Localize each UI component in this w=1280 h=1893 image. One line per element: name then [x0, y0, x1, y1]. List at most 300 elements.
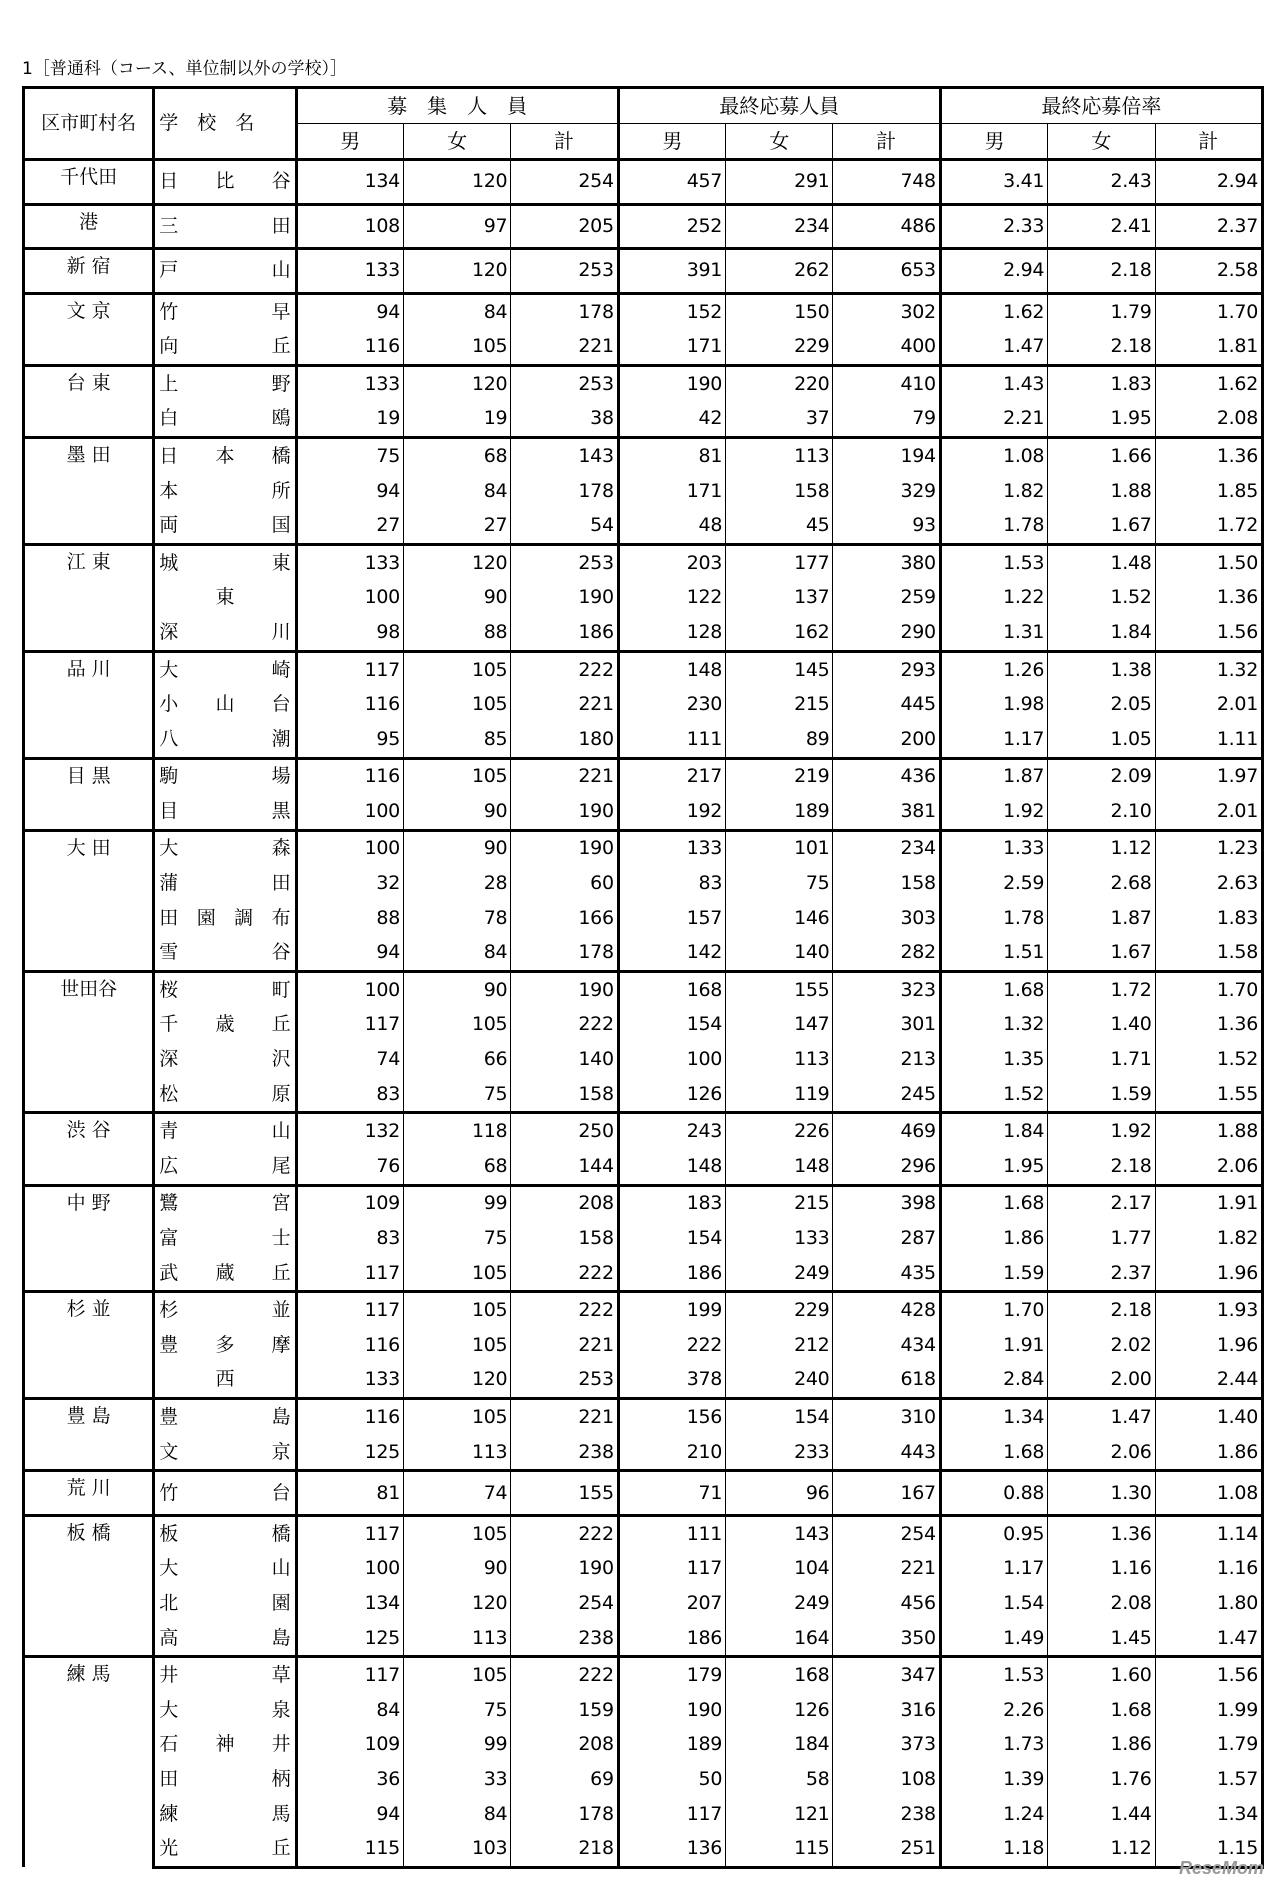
applicants-male-cell: 128 [618, 615, 725, 651]
school-name: 広 尾 [159, 1154, 291, 1177]
recruit-male-cell: 117 [296, 651, 403, 687]
applicants-total-cell: 445 [833, 687, 940, 722]
ratio-female-cell: 1.83 [1048, 365, 1155, 401]
recruit-total-cell: 190 [511, 972, 618, 1008]
ratio-female-cell: 1.38 [1048, 651, 1155, 687]
recruit-total-cell: 143 [511, 438, 618, 474]
table-row [24, 438, 1263, 474]
ratio-total-cell: 1.96 [1155, 1256, 1262, 1292]
school-name: 千 歳 丘 [159, 1013, 291, 1036]
applicants-male-cell: 378 [618, 1363, 725, 1399]
ratio-female-cell: 2.09 [1048, 758, 1155, 794]
applicants-male-cell: 122 [618, 581, 725, 616]
table-row [24, 249, 1263, 294]
school-name: 日 本 橋 [159, 444, 291, 467]
ward-name-cell: 杉 並 [24, 1292, 154, 1399]
school-name: 八 潮 [159, 727, 291, 750]
applicants-female-cell: 104 [726, 1552, 833, 1587]
school-name: 豊 島 [159, 1405, 291, 1428]
ratio-male-cell: 2.94 [940, 249, 1047, 294]
ratio-total-cell: 1.11 [1155, 722, 1262, 758]
recruit-total-cell: 190 [511, 581, 618, 616]
recruit-total-cell: 254 [511, 160, 618, 205]
header-group-applicants: 最終応募人員 [618, 88, 940, 124]
recruit-male-cell: 36 [296, 1762, 403, 1797]
school-name: 北 園 [159, 1591, 291, 1614]
recruit-female-cell: 120 [403, 365, 510, 401]
recruit-total-cell: 158 [511, 1077, 618, 1113]
applicants-female-cell: 58 [726, 1762, 833, 1797]
school-name: 青 山 [159, 1120, 291, 1143]
recruit-total-cell: 238 [511, 1435, 618, 1471]
ratio-total-cell: 2.08 [1155, 402, 1262, 438]
applicants-male-cell: 148 [618, 651, 725, 687]
applicants-total-cell: 316 [833, 1693, 940, 1728]
table-row [24, 651, 1263, 687]
header-ratio-total: 計 [1155, 124, 1262, 160]
ward-name-cell: 板 橋 [24, 1515, 154, 1656]
school-name-cell [154, 508, 296, 544]
school-name-cell [154, 1728, 296, 1763]
ward-name-cell: 港 [24, 204, 154, 249]
applicants-male-cell: 133 [618, 830, 725, 866]
applicants-total-cell: 287 [833, 1221, 940, 1256]
recruit-female-cell: 90 [403, 1552, 510, 1587]
ratio-female-cell: 2.06 [1048, 1435, 1155, 1471]
table-row [24, 474, 1263, 509]
school-name-cell [154, 474, 296, 509]
school-name-cell [154, 1621, 296, 1657]
recruit-total-cell: 60 [511, 866, 618, 901]
ratio-female-cell: 1.86 [1048, 1728, 1155, 1763]
header-school: 学 校 名 [154, 88, 296, 160]
table-caption: 1［普通科（コース、単位制以外の学校）］ [22, 59, 347, 79]
school-name-cell [154, 830, 296, 866]
recruit-female-cell: 75 [403, 1221, 510, 1256]
ratio-total-cell: 1.36 [1155, 1008, 1262, 1043]
applicants-male-cell: 168 [618, 972, 725, 1008]
recruit-male-cell: 76 [296, 1149, 403, 1185]
applicants-female-cell: 147 [726, 1008, 833, 1043]
ward-name-cell: 文 京 [24, 293, 154, 365]
applicants-female-cell: 262 [726, 249, 833, 294]
applicants-female-cell: 249 [726, 1586, 833, 1621]
ratio-male-cell: 1.78 [940, 901, 1047, 936]
school-name: 文 京 [159, 1440, 291, 1463]
applicants-male-cell: 152 [618, 293, 725, 329]
applicants-total-cell: 290 [833, 615, 940, 651]
applicants-male-cell: 156 [618, 1399, 725, 1435]
ratio-male-cell: 1.32 [940, 1008, 1047, 1043]
applicants-female-cell: 233 [726, 1435, 833, 1471]
ratio-male-cell: 1.34 [940, 1399, 1047, 1435]
school-name: 石 神 井 [159, 1733, 291, 1756]
ratio-total-cell: 1.52 [1155, 1042, 1262, 1077]
school-name: 深 川 [159, 620, 291, 643]
ratio-female-cell: 1.79 [1048, 293, 1155, 329]
ratio-female-cell: 1.66 [1048, 438, 1155, 474]
recruit-female-cell: 105 [403, 1515, 510, 1551]
school-name-cell [154, 615, 296, 651]
ratio-male-cell: 1.24 [940, 1797, 1047, 1832]
recruit-female-cell: 84 [403, 1797, 510, 1832]
applicants-total-cell: 436 [833, 758, 940, 794]
ratio-total-cell: 2.06 [1155, 1149, 1262, 1185]
ratio-male-cell: 1.84 [940, 1113, 1047, 1149]
ratio-total-cell: 1.91 [1155, 1185, 1262, 1221]
applicants-total-cell: 469 [833, 1113, 940, 1149]
school-name-cell [154, 1363, 296, 1399]
ratio-male-cell: 1.68 [940, 1185, 1047, 1221]
applicants-female-cell: 140 [726, 935, 833, 971]
recruit-total-cell: 190 [511, 830, 618, 866]
applicants-female-cell: 240 [726, 1363, 833, 1399]
ratio-female-cell: 1.71 [1048, 1042, 1155, 1077]
applicants-male-cell: 230 [618, 687, 725, 722]
school-name: 戸 山 [159, 259, 291, 282]
applicants-male-cell: 171 [618, 474, 725, 509]
school-name: 大 山 [159, 1557, 291, 1580]
recruit-female-cell: 113 [403, 1435, 510, 1471]
school-name-cell [154, 972, 296, 1008]
ratio-total-cell: 1.57 [1155, 1762, 1262, 1797]
applicants-total-cell: 456 [833, 1586, 940, 1621]
applicants-total-cell: 653 [833, 249, 940, 294]
ratio-total-cell: 2.01 [1155, 687, 1262, 722]
ratio-male-cell: 1.17 [940, 1552, 1047, 1587]
applicants-total-cell: 238 [833, 1797, 940, 1832]
table-row [24, 1292, 1263, 1328]
applicants-male-cell: 190 [618, 365, 725, 401]
recruit-total-cell: 253 [511, 544, 618, 580]
applicants-female-cell: 189 [726, 794, 833, 830]
recruit-male-cell: 116 [296, 1328, 403, 1363]
recruit-female-cell: 113 [403, 1621, 510, 1657]
school-name-cell [154, 365, 296, 401]
recruit-total-cell: 221 [511, 329, 618, 365]
school-name-cell [154, 402, 296, 438]
ratio-male-cell: 1.78 [940, 508, 1047, 544]
recruit-total-cell: 222 [511, 651, 618, 687]
school-name: 田 柄 [159, 1767, 291, 1790]
school-name: 高 島 [159, 1626, 291, 1649]
recruit-male-cell: 94 [296, 293, 403, 329]
applicants-total-cell: 234 [833, 830, 940, 866]
school-name-cell [154, 1515, 296, 1551]
recruit-male-cell: 75 [296, 438, 403, 474]
ratio-male-cell: 1.59 [940, 1256, 1047, 1292]
school-name-cell [154, 758, 296, 794]
recruit-female-cell: 90 [403, 581, 510, 616]
table-row [24, 687, 1263, 722]
recruit-total-cell: 38 [511, 402, 618, 438]
applicants-male-cell: 189 [618, 1728, 725, 1763]
school-name-cell [154, 1831, 296, 1867]
ratio-total-cell: 1.72 [1155, 508, 1262, 544]
recruit-male-cell: 134 [296, 1586, 403, 1621]
applicants-male-cell: 42 [618, 402, 725, 438]
ratio-male-cell: 1.49 [940, 1621, 1047, 1657]
recruit-male-cell: 100 [296, 972, 403, 1008]
recruit-male-cell: 117 [296, 1292, 403, 1328]
ratio-female-cell: 2.43 [1048, 160, 1155, 205]
recruit-male-cell: 98 [296, 615, 403, 651]
recruit-female-cell: 105 [403, 1657, 510, 1693]
applicants-female-cell: 229 [726, 329, 833, 365]
ratio-total-cell: 1.70 [1155, 972, 1262, 1008]
recruit-total-cell: 253 [511, 1363, 618, 1399]
ratio-total-cell: 1.99 [1155, 1693, 1262, 1728]
applicants-male-cell: 457 [618, 160, 725, 205]
recruit-total-cell: 190 [511, 1552, 618, 1587]
ratio-female-cell: 1.76 [1048, 1762, 1155, 1797]
recruit-total-cell: 159 [511, 1693, 618, 1728]
school-name-cell [154, 687, 296, 722]
recruit-total-cell: 222 [511, 1292, 618, 1328]
applicants-male-cell: 210 [618, 1435, 725, 1471]
table-row [24, 972, 1263, 1008]
ratio-male-cell: 1.47 [940, 329, 1047, 365]
ratio-female-cell: 1.52 [1048, 581, 1155, 616]
applicants-male-cell: 207 [618, 1586, 725, 1621]
table-row [24, 1077, 1263, 1113]
ward-name-cell: 品 川 [24, 651, 154, 758]
recruit-female-cell: 103 [403, 1831, 510, 1867]
ratio-female-cell: 2.18 [1048, 329, 1155, 365]
applicants-male-cell: 83 [618, 866, 725, 901]
table-row [24, 1762, 1263, 1797]
recruit-total-cell: 253 [511, 365, 618, 401]
applicants-total-cell: 158 [833, 866, 940, 901]
recruit-female-cell: 105 [403, 1399, 510, 1435]
school-name-cell [154, 1586, 296, 1621]
school-name-cell [154, 1693, 296, 1728]
school-name-cell [154, 1113, 296, 1149]
recruit-female-cell: 105 [403, 329, 510, 365]
school-name-cell [154, 935, 296, 971]
recruit-female-cell: 118 [403, 1113, 510, 1149]
recruit-female-cell: 68 [403, 438, 510, 474]
ward-name-cell: 目 黒 [24, 758, 154, 830]
ratio-total-cell: 1.40 [1155, 1399, 1262, 1435]
applicants-male-cell: 117 [618, 1797, 725, 1832]
applicants-female-cell: 115 [726, 1831, 833, 1867]
applicants-total-cell: 93 [833, 508, 940, 544]
applicants-male-cell: 190 [618, 1693, 725, 1728]
school-name-cell [154, 722, 296, 758]
school-name-cell [154, 438, 296, 474]
ratio-total-cell: 1.88 [1155, 1113, 1262, 1149]
table-row [24, 365, 1263, 401]
applicants-total-cell: 398 [833, 1185, 940, 1221]
recruit-female-cell: 120 [403, 160, 510, 205]
applicants-female-cell: 37 [726, 402, 833, 438]
recruit-total-cell: 221 [511, 1399, 618, 1435]
school-name: 本 所 [159, 479, 291, 502]
ratio-total-cell: 1.08 [1155, 1471, 1262, 1516]
applicants-total-cell: 380 [833, 544, 940, 580]
ratio-total-cell: 1.34 [1155, 1797, 1262, 1832]
school-name-cell [154, 1552, 296, 1587]
school-name-cell [154, 901, 296, 936]
applicants-total-cell: 428 [833, 1292, 940, 1328]
ratio-female-cell: 1.92 [1048, 1113, 1155, 1149]
school-name: 井 草 [159, 1664, 291, 1687]
recruit-male-cell: 95 [296, 722, 403, 758]
ratio-male-cell: 1.68 [940, 1435, 1047, 1471]
applicants-male-cell: 203 [618, 544, 725, 580]
recruit-female-cell: 105 [403, 1328, 510, 1363]
recruit-female-cell: 99 [403, 1185, 510, 1221]
recruit-male-cell: 109 [296, 1185, 403, 1221]
applicants-male-cell: 391 [618, 249, 725, 294]
school-name: 向 丘 [159, 335, 291, 358]
applicants-total-cell: 194 [833, 438, 940, 474]
table-row [24, 204, 1263, 249]
recruit-male-cell: 117 [296, 1515, 403, 1551]
applicants-male-cell: 50 [618, 1762, 725, 1797]
applicants-female-cell: 177 [726, 544, 833, 580]
ratio-total-cell: 2.63 [1155, 866, 1262, 901]
school-name: 雪 谷 [159, 941, 291, 964]
school-name-cell [154, 1042, 296, 1077]
ratio-total-cell: 1.82 [1155, 1221, 1262, 1256]
table-row [24, 1363, 1263, 1399]
ratio-female-cell: 2.37 [1048, 1256, 1155, 1292]
ratio-male-cell: 1.52 [940, 1077, 1047, 1113]
applicants-male-cell: 111 [618, 722, 725, 758]
recruit-total-cell: 54 [511, 508, 618, 544]
applicants-male-cell: 81 [618, 438, 725, 474]
school-name: 鷺 宮 [159, 1192, 291, 1215]
school-name: 武 蔵 丘 [159, 1261, 291, 1284]
header-group-ratio: 最終応募倍率 [940, 88, 1262, 124]
ward-name-cell: 中 野 [24, 1185, 154, 1292]
ratio-male-cell: 1.31 [940, 615, 1047, 651]
ratio-total-cell: 2.37 [1155, 204, 1262, 249]
recruit-male-cell: 94 [296, 935, 403, 971]
applicants-female-cell: 234 [726, 204, 833, 249]
ratio-female-cell: 1.44 [1048, 1797, 1155, 1832]
ratio-male-cell: 1.33 [940, 830, 1047, 866]
ratio-female-cell: 2.08 [1048, 1586, 1155, 1621]
school-name-cell [154, 581, 296, 616]
recruit-total-cell: 166 [511, 901, 618, 936]
applicants-total-cell: 296 [833, 1149, 940, 1185]
ratio-female-cell: 2.00 [1048, 1363, 1155, 1399]
applicants-male-cell: 192 [618, 794, 725, 830]
recruit-total-cell: 253 [511, 249, 618, 294]
ratio-female-cell: 1.40 [1048, 1008, 1155, 1043]
ratio-female-cell: 1.67 [1048, 508, 1155, 544]
table-row [24, 1042, 1263, 1077]
ratio-total-cell: 2.01 [1155, 794, 1262, 830]
applicants-female-cell: 229 [726, 1292, 833, 1328]
school-name-cell [154, 1328, 296, 1363]
school-name-cell [154, 544, 296, 580]
school-name-cell [154, 1292, 296, 1328]
ratio-male-cell: 1.18 [940, 1831, 1047, 1867]
recruit-female-cell: 27 [403, 508, 510, 544]
applicants-female-cell: 155 [726, 972, 833, 1008]
ward-name-cell: 台 東 [24, 365, 154, 437]
applicants-male-cell: 179 [618, 1657, 725, 1693]
applicants-total-cell: 350 [833, 1621, 940, 1657]
ratio-male-cell: 1.54 [940, 1586, 1047, 1621]
header-ward: 区市町村名 [24, 88, 154, 160]
header-row-groups [24, 88, 1263, 124]
recruit-female-cell: 68 [403, 1149, 510, 1185]
ratio-female-cell: 1.84 [1048, 615, 1155, 651]
ratio-total-cell: 1.55 [1155, 1077, 1262, 1113]
header-recruit-total: 計 [511, 124, 618, 160]
ratio-total-cell: 1.79 [1155, 1728, 1262, 1763]
recruit-female-cell: 120 [403, 1586, 510, 1621]
applicants-female-cell: 145 [726, 651, 833, 687]
recruit-female-cell: 90 [403, 830, 510, 866]
ratio-female-cell: 2.02 [1048, 1328, 1155, 1363]
applicants-female-cell: 119 [726, 1077, 833, 1113]
school-name-cell [154, 1797, 296, 1832]
school-name-cell [154, 1762, 296, 1797]
header-applicants-female: 女 [726, 124, 833, 160]
applicants-total-cell: 347 [833, 1657, 940, 1693]
recruit-female-cell: 28 [403, 866, 510, 901]
school-name-cell [154, 1149, 296, 1185]
recruit-total-cell: 205 [511, 204, 618, 249]
table-row [24, 1693, 1263, 1728]
school-name-cell [154, 1008, 296, 1043]
recruit-female-cell: 120 [403, 249, 510, 294]
ratio-male-cell: 3.41 [940, 160, 1047, 205]
school-name: 日 比 谷 [159, 170, 291, 193]
ratio-female-cell: 1.30 [1048, 1471, 1155, 1516]
applicants-male-cell: 171 [618, 329, 725, 365]
recruit-total-cell: 208 [511, 1728, 618, 1763]
school-name: 両 国 [159, 514, 291, 537]
table-row [24, 1515, 1263, 1551]
table-row [24, 794, 1263, 830]
ward-name-cell: 新 宿 [24, 249, 154, 294]
table-row [24, 1256, 1263, 1292]
applicants-male-cell: 186 [618, 1621, 725, 1657]
table-row [24, 1471, 1263, 1516]
recruit-female-cell: 120 [403, 544, 510, 580]
ratio-male-cell: 1.98 [940, 687, 1047, 722]
applicants-female-cell: 148 [726, 1149, 833, 1185]
recruit-total-cell: 178 [511, 935, 618, 971]
applicants-total-cell: 282 [833, 935, 940, 971]
ratio-total-cell: 1.56 [1155, 615, 1262, 651]
recruit-female-cell: 105 [403, 687, 510, 722]
recruit-female-cell: 90 [403, 972, 510, 1008]
ward-name-cell: 江 東 [24, 544, 154, 651]
applicants-total-cell: 108 [833, 1762, 940, 1797]
school-name: 目 黒 [159, 799, 291, 822]
ratio-male-cell: 0.88 [940, 1471, 1047, 1516]
recruit-male-cell: 84 [296, 1693, 403, 1728]
recruit-total-cell: 222 [511, 1657, 618, 1693]
recruit-female-cell: 105 [403, 1008, 510, 1043]
ratio-total-cell: 1.23 [1155, 830, 1262, 866]
school-name-cell [154, 249, 296, 294]
applicants-total-cell: 302 [833, 293, 940, 329]
table-row [24, 293, 1263, 329]
recruit-female-cell: 120 [403, 1363, 510, 1399]
recruit-male-cell: 125 [296, 1435, 403, 1471]
recruit-male-cell: 27 [296, 508, 403, 544]
applicants-male-cell: 199 [618, 1292, 725, 1328]
